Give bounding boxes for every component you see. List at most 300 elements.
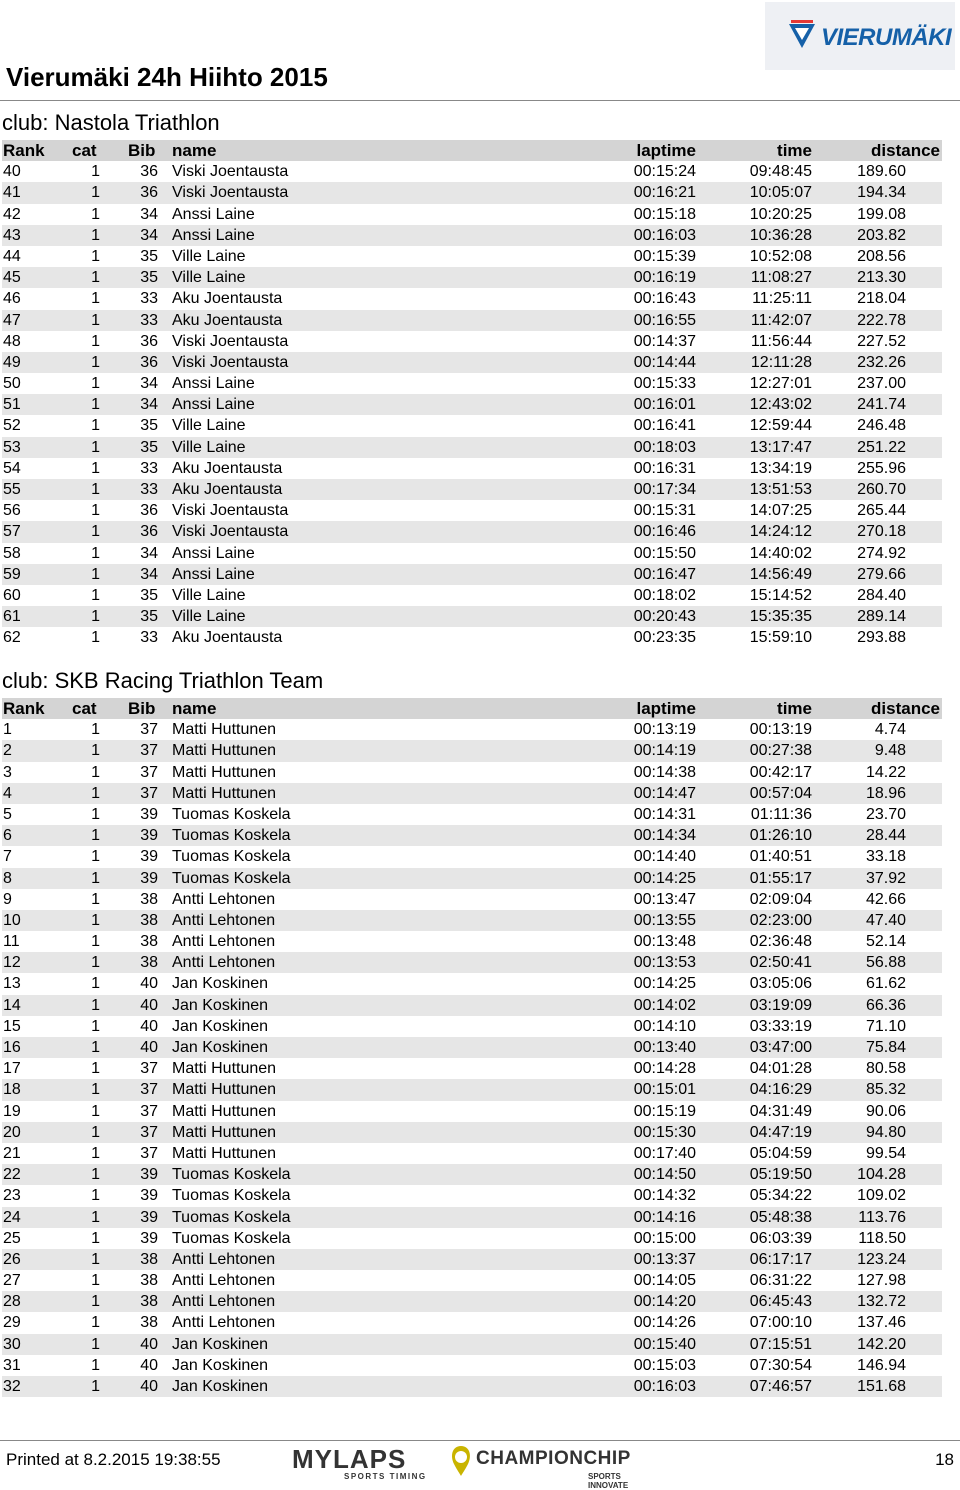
column-header-distance: distance <box>871 699 940 718</box>
laptime-cell: 00:14:19 <box>633 742 696 760</box>
name-cell: Anssi Laine <box>172 544 255 562</box>
name-cell: Tuomas Koskela <box>172 827 291 845</box>
laptime-cell: 00:16:03 <box>633 226 696 244</box>
table-row <box>2 973 942 994</box>
laptime-cell: 00:13:53 <box>633 954 696 972</box>
time-cell: 02:50:41 <box>749 954 812 972</box>
column-header-rank: Rank <box>3 141 45 160</box>
time-cell: 03:19:09 <box>749 996 812 1014</box>
bib-cell: 40 <box>140 1356 158 1374</box>
time-cell: 02:23:00 <box>749 911 812 929</box>
cat-cell: 1 <box>91 848 100 866</box>
bib-cell: 37 <box>140 763 158 781</box>
bib-cell: 36 <box>140 502 158 520</box>
name-cell: Matti Huttunen <box>172 1081 277 1099</box>
column-header-time: time <box>777 141 812 160</box>
time-cell: 15:35:35 <box>749 608 812 626</box>
rank-cell: 48 <box>3 332 21 350</box>
bib-cell: 39 <box>140 848 158 866</box>
name-cell: Aku Joentausta <box>172 311 283 329</box>
name-cell: Ville Laine <box>172 269 246 287</box>
table-row <box>2 1185 942 1206</box>
time-cell: 10:20:25 <box>749 205 812 223</box>
rank-cell: 15 <box>3 1017 21 1035</box>
column-header-cat: cat <box>72 699 97 718</box>
cat-cell: 1 <box>91 1017 100 1035</box>
name-cell: Anssi Laine <box>172 396 255 414</box>
table-row <box>2 373 942 394</box>
table-row <box>2 585 942 606</box>
bib-cell: 34 <box>140 375 158 393</box>
table-row <box>2 225 942 246</box>
bib-cell: 33 <box>140 311 158 329</box>
time-cell: 11:08:27 <box>750 269 812 287</box>
table-row <box>2 952 942 973</box>
laptime-cell: 00:15:33 <box>633 375 696 393</box>
laptime-cell: 00:14:25 <box>633 869 696 887</box>
bib-cell: 37 <box>140 1102 158 1120</box>
table-row <box>2 889 942 910</box>
page-title: Vierumäki 24h Hiihto 2015 <box>6 62 328 92</box>
rank-cell: 52 <box>3 417 21 435</box>
laptime-cell: 00:15:31 <box>633 502 696 520</box>
rank-cell: 25 <box>3 1229 21 1247</box>
column-header-time: time <box>777 699 812 718</box>
distance-cell: 99.54 <box>865 1144 906 1162</box>
championchip-logo-icon <box>448 1444 474 1478</box>
rank-cell: 50 <box>3 375 21 393</box>
name-cell: Matti Huttunen <box>172 721 277 739</box>
time-cell: 10:52:08 <box>749 247 812 265</box>
name-cell: Aku Joentausta <box>172 459 283 477</box>
cat-cell: 1 <box>91 438 100 456</box>
table-row <box>2 394 942 415</box>
distance-cell: 90.06 <box>865 1102 906 1120</box>
table-row <box>2 1376 942 1397</box>
rank-cell: 6 <box>3 827 12 845</box>
mylaps-tagline: SPORTS TIMING <box>344 1472 427 1481</box>
bib-cell: 35 <box>140 247 158 265</box>
cat-cell: 1 <box>91 954 100 972</box>
time-cell: 05:04:59 <box>749 1144 812 1162</box>
cat-cell: 1 <box>91 1123 100 1141</box>
bib-cell: 37 <box>140 784 158 802</box>
cat-cell: 1 <box>91 502 100 520</box>
table-row <box>2 627 942 648</box>
bib-cell: 34 <box>140 565 158 583</box>
laptime-cell: 00:15:19 <box>633 1102 696 1120</box>
rank-cell: 23 <box>3 1187 21 1205</box>
distance-cell: 28.44 <box>865 827 906 845</box>
name-cell: Antti Lehtonen <box>172 933 276 951</box>
cat-cell: 1 <box>91 784 100 802</box>
bib-cell: 34 <box>140 205 158 223</box>
cat-cell: 1 <box>91 1166 100 1184</box>
distance-cell: 213.30 <box>857 269 906 287</box>
name-cell: Jan Koskinen <box>172 975 269 993</box>
table-row <box>2 1079 942 1100</box>
bib-cell: 36 <box>140 163 158 181</box>
distance-cell: 118.50 <box>858 1229 906 1247</box>
distance-cell: 56.88 <box>865 954 906 972</box>
distance-cell: 279.66 <box>857 565 906 583</box>
table-row <box>2 288 942 309</box>
bib-cell: 39 <box>140 827 158 845</box>
cat-cell: 1 <box>91 269 100 287</box>
rank-cell: 40 <box>3 163 21 181</box>
time-cell: 14:56:49 <box>749 565 812 583</box>
name-cell: Matti Huttunen <box>172 1102 277 1120</box>
distance-cell: 203.82 <box>857 226 906 244</box>
bib-cell: 35 <box>140 586 158 604</box>
cat-cell: 1 <box>91 763 100 781</box>
laptime-cell: 00:15:03 <box>633 1356 696 1374</box>
distance-cell: 270.18 <box>857 523 906 541</box>
table-row <box>2 719 942 740</box>
time-cell: 06:17:17 <box>749 1250 812 1268</box>
table-row <box>2 182 942 203</box>
distance-cell: 284.40 <box>857 586 906 604</box>
bib-cell: 35 <box>140 438 158 456</box>
distance-cell: 274.92 <box>857 544 906 562</box>
name-cell: Aku Joentausta <box>172 629 283 647</box>
name-cell: Viski Joentausta <box>172 163 289 181</box>
name-cell: Aku Joentausta <box>172 290 283 308</box>
table-row <box>2 458 942 479</box>
cat-cell: 1 <box>91 226 100 244</box>
table-row <box>2 1355 942 1376</box>
cat-cell: 1 <box>91 1081 100 1099</box>
distance-cell: 132.72 <box>857 1293 906 1311</box>
rank-cell: 46 <box>3 290 21 308</box>
name-cell: Matti Huttunen <box>172 1144 277 1162</box>
rank-cell: 4 <box>3 784 12 802</box>
name-cell: Ville Laine <box>172 438 246 456</box>
laptime-cell: 00:17:34 <box>633 481 696 498</box>
rank-cell: 41 <box>3 184 21 202</box>
table-row <box>2 1143 942 1164</box>
bib-cell: 34 <box>140 396 158 414</box>
cat-cell: 1 <box>91 1356 100 1374</box>
distance-cell: 194.34 <box>857 184 906 202</box>
distance-cell: 208.56 <box>857 247 906 265</box>
bib-cell: 36 <box>140 184 158 202</box>
rank-cell: 55 <box>3 481 21 498</box>
cat-cell: 1 <box>91 586 100 604</box>
name-cell: Ville Laine <box>172 417 246 435</box>
laptime-cell: 00:13:55 <box>633 911 696 929</box>
bib-cell: 36 <box>140 353 158 371</box>
rank-cell: 53 <box>3 438 21 456</box>
time-cell: 07:46:57 <box>749 1378 812 1395</box>
table-row <box>2 868 942 889</box>
time-cell: 07:00:10 <box>749 1314 812 1332</box>
distance-cell: 251.22 <box>857 438 906 456</box>
table-row <box>2 310 942 331</box>
cat-cell: 1 <box>91 247 100 265</box>
distance-cell: 75.84 <box>865 1039 906 1056</box>
rank-cell: 20 <box>3 1123 21 1141</box>
name-cell: Ville Laine <box>172 586 246 604</box>
distance-cell: 189.60 <box>857 163 906 181</box>
table-row <box>2 437 942 458</box>
time-cell: 04:01:28 <box>749 1060 812 1078</box>
table-row <box>2 1207 942 1228</box>
time-cell: 02:36:48 <box>749 933 812 951</box>
distance-cell: 52.14 <box>865 933 906 951</box>
laptime-cell: 00:14:05 <box>633 1272 696 1290</box>
time-cell: 09:48:45 <box>749 163 812 181</box>
bib-cell: 39 <box>140 1187 158 1205</box>
laptime-cell: 00:14:37 <box>633 332 696 350</box>
distance-cell: 127.98 <box>857 1272 906 1290</box>
column-header-distance: distance <box>871 141 940 160</box>
cat-cell: 1 <box>91 523 100 541</box>
vierumaki-logo-icon <box>787 20 817 50</box>
page-number: 18 <box>935 1450 954 1469</box>
bib-cell: 40 <box>140 1335 158 1353</box>
vierumaki-logo-text: VIERUMÄKI <box>821 24 952 51</box>
time-cell: 05:34:22 <box>749 1187 812 1205</box>
cat-cell: 1 <box>91 608 100 626</box>
vierumaki-logo <box>765 2 955 70</box>
distance-cell: 85.32 <box>865 1081 906 1099</box>
laptime-cell: 00:13:37 <box>633 1250 696 1268</box>
cat-cell: 1 <box>91 1229 100 1247</box>
laptime-cell: 00:15:40 <box>633 1335 696 1353</box>
bib-cell: 37 <box>140 1081 158 1099</box>
time-cell: 00:42:17 <box>749 763 812 781</box>
laptime-cell: 00:14:20 <box>633 1293 696 1311</box>
table-row <box>2 846 942 867</box>
laptime-cell: 00:14:50 <box>633 1166 696 1184</box>
laptime-cell: 00:14:16 <box>633 1208 696 1226</box>
column-header-name: name <box>172 141 217 160</box>
name-cell: Antti Lehtonen <box>172 1250 276 1268</box>
distance-cell: 113.76 <box>858 1208 906 1226</box>
distance-cell: 232.26 <box>857 353 906 371</box>
cat-cell: 1 <box>91 1378 100 1395</box>
laptime-cell: 00:16:46 <box>633 523 696 541</box>
results-table <box>2 698 942 1397</box>
distance-cell: 151.68 <box>857 1378 906 1395</box>
footer-divider <box>0 1440 960 1441</box>
table-row <box>2 825 942 846</box>
bib-cell: 35 <box>140 269 158 287</box>
mylaps-logo-text: MYLAPS <box>292 1444 407 1474</box>
bib-cell: 33 <box>140 481 158 498</box>
name-cell: Anssi Laine <box>172 565 255 583</box>
name-cell: Tuomas Koskela <box>172 848 291 866</box>
laptime-cell: 00:14:47 <box>633 784 696 802</box>
time-cell: 14:40:02 <box>749 544 812 562</box>
name-cell: Viski Joentausta <box>172 523 289 541</box>
rank-cell: 58 <box>3 544 21 562</box>
distance-cell: 255.96 <box>857 459 906 477</box>
time-cell: 04:31:49 <box>749 1102 812 1120</box>
bib-cell: 34 <box>140 226 158 244</box>
laptime-cell: 00:17:40 <box>633 1144 696 1162</box>
title-divider <box>0 100 960 101</box>
time-cell: 07:30:54 <box>749 1356 812 1374</box>
name-cell: Tuomas Koskela <box>172 1229 291 1247</box>
laptime-cell: 00:15:30 <box>633 1123 696 1141</box>
bib-cell: 36 <box>140 332 158 350</box>
bib-cell: 39 <box>140 869 158 887</box>
time-cell: 01:26:10 <box>749 827 812 845</box>
time-cell: 04:16:29 <box>749 1081 812 1099</box>
laptime-cell: 00:16:31 <box>633 459 696 477</box>
distance-cell: 237.00 <box>857 375 906 393</box>
table-row <box>2 1037 942 1058</box>
championchip-logo <box>448 1444 638 1490</box>
laptime-cell: 00:14:32 <box>633 1187 696 1205</box>
table-row <box>2 1249 942 1270</box>
distance-cell: 246.48 <box>857 417 906 435</box>
rank-cell: 5 <box>3 805 12 823</box>
rank-cell: 3 <box>3 763 12 781</box>
cat-cell: 1 <box>91 1293 100 1311</box>
time-cell: 00:27:38 <box>749 742 812 760</box>
distance-cell: 218.04 <box>857 290 906 308</box>
bib-cell: 33 <box>140 459 158 477</box>
time-cell: 06:03:39 <box>749 1229 812 1247</box>
table-row <box>2 1334 942 1355</box>
laptime-cell: 00:15:50 <box>633 544 696 562</box>
time-cell: 06:45:43 <box>749 1293 812 1311</box>
cat-cell: 1 <box>91 629 100 647</box>
name-cell: Viski Joentausta <box>172 184 289 202</box>
distance-cell: 260.70 <box>857 481 906 498</box>
cat-cell: 1 <box>91 933 100 951</box>
rank-cell: 13 <box>3 975 21 993</box>
column-header-name: name <box>172 699 217 718</box>
rank-cell: 62 <box>3 629 21 647</box>
bib-cell: 36 <box>140 523 158 541</box>
time-cell: 15:14:52 <box>749 586 812 604</box>
distance-cell: 23.70 <box>865 805 906 823</box>
time-cell: 03:05:06 <box>749 975 812 993</box>
rank-cell: 47 <box>3 311 21 329</box>
time-cell: 01:40:51 <box>749 848 812 866</box>
name-cell: Viski Joentausta <box>172 353 289 371</box>
table-row <box>2 352 942 373</box>
rank-cell: 10 <box>3 911 21 929</box>
rank-cell: 28 <box>3 1293 21 1311</box>
table-row <box>2 1270 942 1291</box>
table-row <box>2 1122 942 1143</box>
cat-cell: 1 <box>91 1335 100 1353</box>
distance-cell: 71.10 <box>865 1017 906 1035</box>
rank-cell: 18 <box>3 1081 21 1099</box>
cat-cell: 1 <box>91 869 100 887</box>
bib-cell: 40 <box>140 1378 158 1395</box>
distance-cell: 14.22 <box>865 763 906 781</box>
bib-cell: 33 <box>140 629 158 647</box>
table-row <box>2 415 942 436</box>
championchip-logo-text: CHAMPIONCHIP <box>476 1448 631 1469</box>
distance-cell: 293.88 <box>857 629 906 647</box>
table-row <box>2 804 942 825</box>
distance-cell: 123.24 <box>857 1250 906 1268</box>
column-header-cat: cat <box>72 141 97 160</box>
cat-cell: 1 <box>91 1039 100 1056</box>
table-row <box>2 1016 942 1037</box>
name-cell: Anssi Laine <box>172 226 255 244</box>
table-row <box>2 564 942 585</box>
laptime-cell: 00:15:01 <box>633 1081 696 1099</box>
rank-cell: 12 <box>3 954 21 972</box>
column-header-rank: Rank <box>3 699 45 718</box>
name-cell: Matti Huttunen <box>172 763 277 781</box>
laptime-cell: 00:14:31 <box>633 805 696 823</box>
cat-cell: 1 <box>91 996 100 1014</box>
laptime-cell: 00:16:55 <box>633 311 696 329</box>
rank-cell: 11 <box>3 933 20 951</box>
time-cell: 14:24:12 <box>749 523 812 541</box>
cat-cell: 1 <box>91 1102 100 1120</box>
laptime-cell: 00:15:18 <box>633 205 696 223</box>
table-row <box>2 910 942 931</box>
laptime-cell: 00:14:38 <box>633 763 696 781</box>
bib-cell: 39 <box>140 1208 158 1226</box>
time-cell: 04:47:19 <box>749 1123 812 1141</box>
time-cell: 12:11:28 <box>750 353 812 371</box>
laptime-cell: 00:13:40 <box>633 1039 696 1056</box>
table-row <box>2 740 942 761</box>
time-cell: 02:09:04 <box>749 890 812 908</box>
column-header-laptime: laptime <box>636 699 696 718</box>
rank-cell: 29 <box>3 1314 21 1332</box>
table-row <box>2 1101 942 1122</box>
name-cell: Matti Huttunen <box>172 1123 277 1141</box>
bib-cell: 40 <box>140 1039 158 1056</box>
cat-cell: 1 <box>91 417 100 435</box>
bib-cell: 34 <box>140 544 158 562</box>
cat-cell: 1 <box>91 827 100 845</box>
laptime-cell: 00:15:24 <box>633 163 696 181</box>
table-header-row <box>2 140 942 161</box>
laptime-cell: 00:20:43 <box>633 608 696 626</box>
name-cell: Ville Laine <box>172 247 246 265</box>
cat-cell: 1 <box>91 1314 100 1332</box>
printed-timestamp: Printed at 8.2.2015 19:38:55 <box>6 1450 221 1469</box>
rank-cell: 1 <box>3 721 12 739</box>
table-row <box>2 762 942 783</box>
name-cell: Antti Lehtonen <box>172 954 276 972</box>
cat-cell: 1 <box>91 721 100 739</box>
bib-cell: 37 <box>140 742 158 760</box>
laptime-cell: 00:15:00 <box>633 1229 696 1247</box>
name-cell: Jan Koskinen <box>172 1017 269 1035</box>
rank-cell: 45 <box>3 269 21 287</box>
club-heading: club: Nastola Triathlon <box>2 110 220 135</box>
laptime-cell: 00:14:40 <box>633 848 696 866</box>
name-cell: Tuomas Koskela <box>172 1187 291 1205</box>
laptime-cell: 00:16:03 <box>633 1378 696 1395</box>
bib-cell: 37 <box>140 1123 158 1141</box>
distance-cell: 94.80 <box>865 1123 906 1141</box>
time-cell: 03:47:00 <box>749 1039 812 1056</box>
bib-cell: 38 <box>140 1293 158 1311</box>
time-cell: 06:31:22 <box>749 1272 812 1290</box>
name-cell: Tuomas Koskela <box>172 1208 291 1226</box>
rank-cell: 49 <box>3 353 21 371</box>
time-cell: 01:11:36 <box>750 805 812 823</box>
bib-cell: 38 <box>140 890 158 908</box>
rank-cell: 26 <box>3 1250 21 1268</box>
table-row <box>2 1058 942 1079</box>
